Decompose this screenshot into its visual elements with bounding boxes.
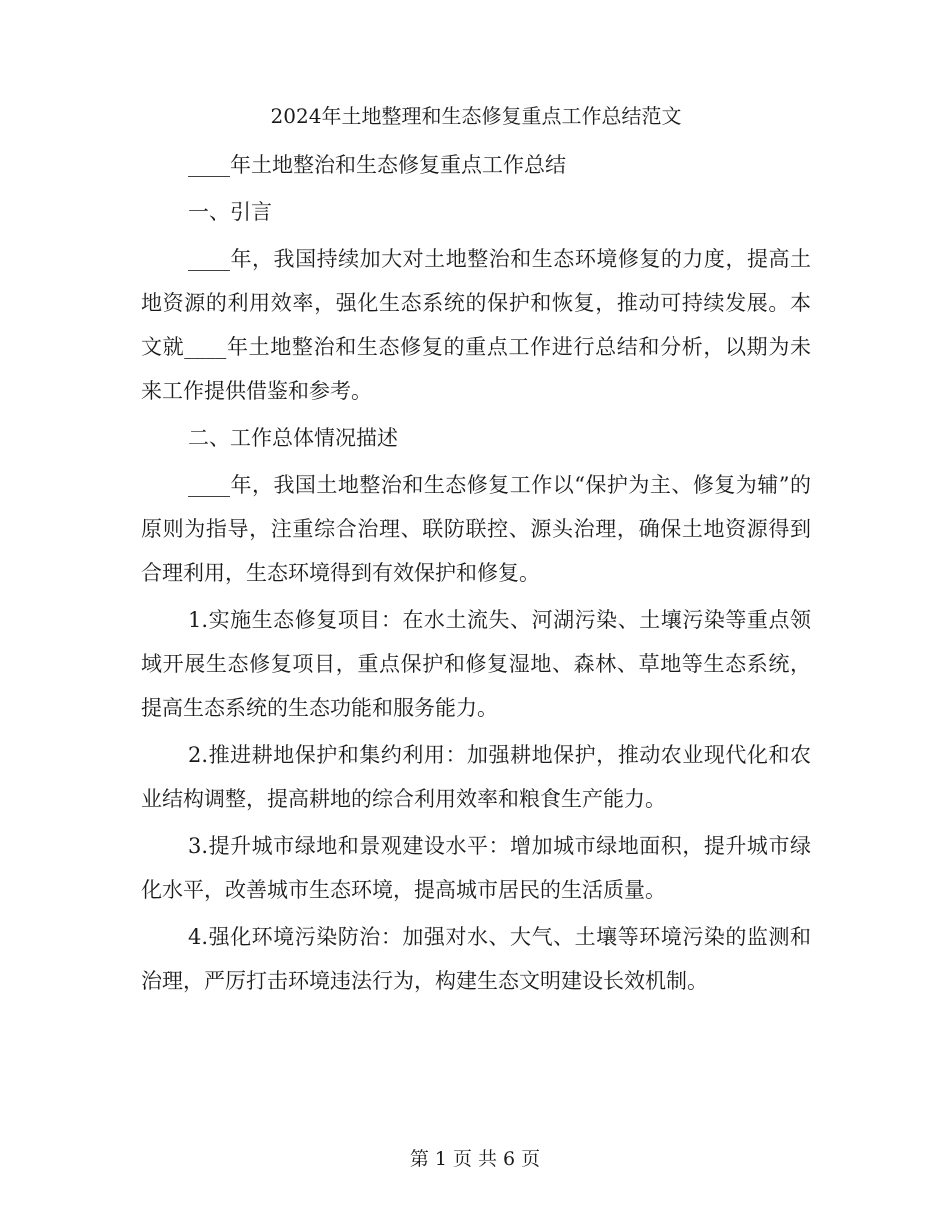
- list-item-farmland-protection: 2.推进耕地保护和集约利用：加强耕地保护，推动农业现代化和农业结构调整，提高耕地的综合利用效率和粮食生产能力。: [141, 743, 811, 811]
- introduction-paragraph: ____年，我国持续加大对土地整治和生态环境修复的力度，提高土地资源的利用效率，强化生态系统的保护和恢复，推动可持续发展。本文就____年土地整治和生态修复的重点工作进行总结和分析，以期为未来工作提供借鉴和参考。: [141, 247, 811, 403]
- list-item-pollution-control: 4.强化环境污染防治：加强对水、大气、土壤等环境污染的监测和治理，严厉打击环境违法行为，构建生态文明建设长效机制。: [141, 925, 811, 993]
- section-heading-introduction: 一、引言: [188, 200, 272, 224]
- subtitle-paragraph: ____年土地整治和生态修复重点工作总结: [188, 153, 566, 177]
- section-heading-overview: 二、工作总体情况描述: [188, 426, 398, 450]
- page-number-footer: 第 1 页 共 6 页: [409, 1148, 541, 1170]
- list-item-urban-greenery: 3.提升城市绿地和景观建设水平：增加城市绿地面积，提升城市绿化水平，改善城市生态环境，提高城市居民的生活质量。: [141, 834, 811, 902]
- overview-paragraph: ____年，我国土地整治和生态修复工作以“保护为主、修复为辅”的原则为指导，注重综合治理、联防联控、源头治理，确保土地资源得到合理利用，生态环境得到有效保护和修复。: [141, 473, 811, 585]
- list-item-ecological-restoration: 1.实施生态修复项目：在水土流失、河湖污染、土壤污染等重点领域开展生态修复项目，重点保护和修复湿地、森林、草地等生态系统，提高生态系统的生态功能和服务能力。: [141, 608, 811, 720]
- document-body: [141, 96, 811, 1006]
- document-title: 2024年土地整理和生态修复重点工作总结范文: [270, 104, 682, 128]
